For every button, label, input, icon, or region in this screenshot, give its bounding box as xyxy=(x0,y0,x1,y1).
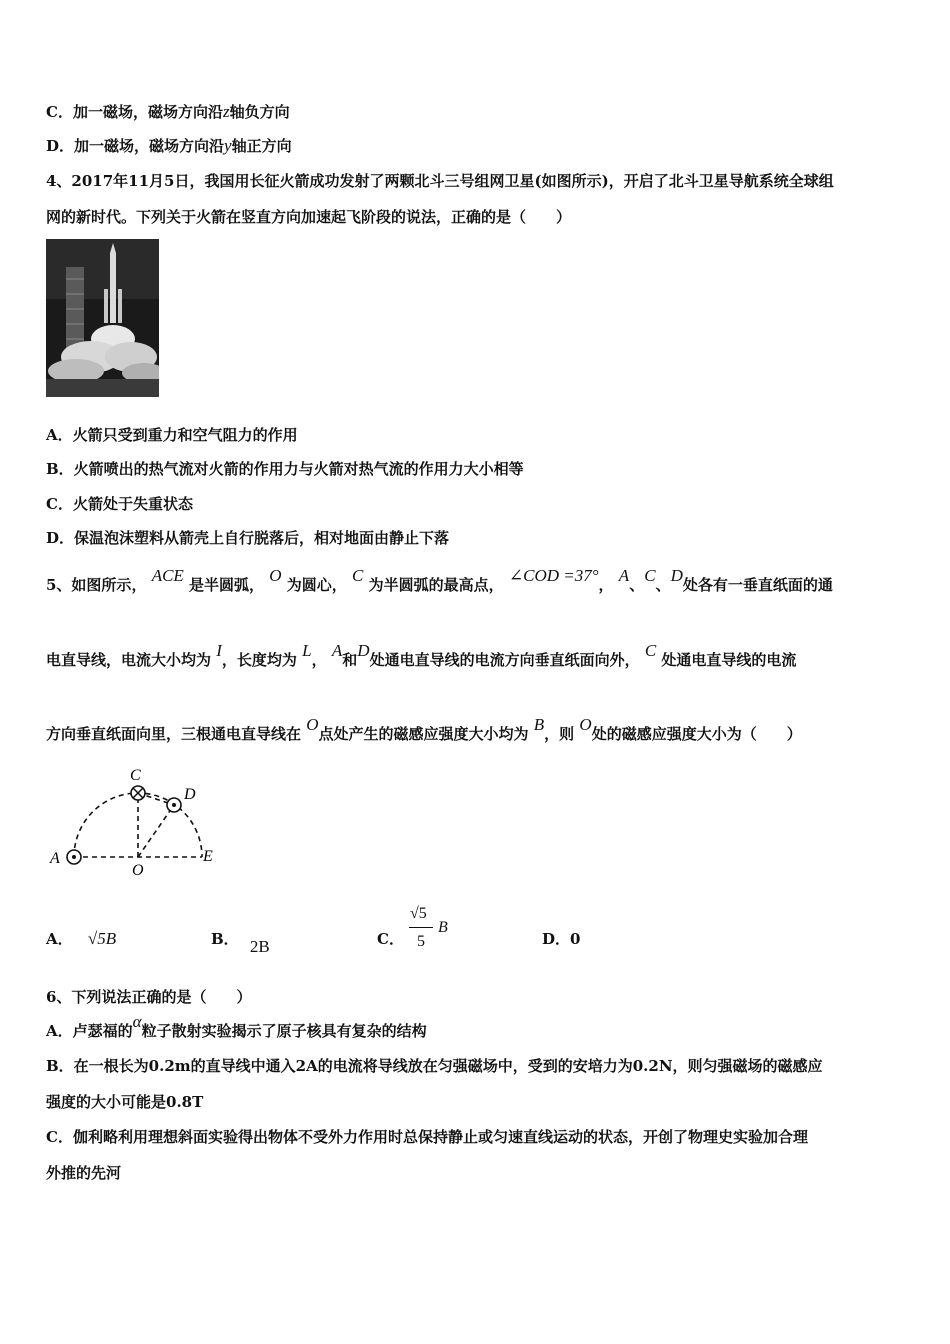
q3-option-c: C．加一磁场，磁场方向沿z轴负方向 xyxy=(46,102,290,121)
q4-option-d: D．保温泡沫塑料从箭壳上自行脱落后，相对地面由静止下落 xyxy=(46,529,450,547)
q6-option-a: A．卢瑟福的α粒子散射实验揭示了原子核具有复杂的结构 xyxy=(46,1012,427,1040)
q4-stem-line2: 网的新时代。下列关于火箭在竖直方向加速起飞阶段的说法，正确的是（ ） xyxy=(46,208,572,226)
wire-d-out-of-page xyxy=(167,798,181,812)
label-d: D xyxy=(184,786,196,803)
q5-option-a: A． √5B xyxy=(46,929,117,948)
q5-stem-line2: 电直导线，电流大小均为 I，长度均为 L， A和D处通电直导线的电流方向垂直纸面向外， C 处通电直导线的电流 xyxy=(46,641,797,669)
label-o: O xyxy=(132,862,144,879)
q4-option-c: C．火箭处于失重状态 xyxy=(46,495,193,513)
rocket-launch-photo xyxy=(46,239,159,397)
label-c: C xyxy=(130,767,141,784)
q6-option-b-line2: 强度的大小可能是0.8T xyxy=(46,1093,204,1111)
q4-option-b: B．火箭喷出的热气流对火箭的作用力与火箭对热气流的作用力大小相等 xyxy=(46,460,524,478)
q6-option-c-line1: C．伽利略利用理想斜面实验得出物体不受外力作用时总保持静止或匀速直线运动的状态，开创了物理史实验加合理 xyxy=(46,1128,808,1146)
semicircle-diagram xyxy=(44,765,234,880)
q4-option-a: A．火箭只受到重力和空气阻力的作用 xyxy=(46,426,298,444)
label-a: A xyxy=(50,850,60,867)
q5-option-c: C． xyxy=(377,930,404,948)
wire-a-out-of-page xyxy=(67,850,81,864)
q4-stem-line1: 4、2017年11月5日，我国用长征火箭成功发射了两颗北斗三号组网卫星(如图所示)，开启了北斗卫星导航系统全球组 xyxy=(46,172,834,190)
q5-option-d: D．0 xyxy=(542,930,581,948)
q6-option-b-line1: B．在一根长为0.2m的直导线中通入2A的电流将导线放在匀强磁场中，受到的安培力为0.2N，则匀强磁场的磁感应 xyxy=(46,1057,823,1075)
q5-option-b: B． 2B xyxy=(211,930,270,956)
q5-stem-line3: 方向垂直纸面向里，三根通电直导线在 O点处产生的磁感应强度大小均为 B，则 O处的磁感应强度大小为（ ） xyxy=(46,715,802,743)
wire-c-into-page xyxy=(131,786,145,800)
q5-stem-line1: 5、如图所示， ACE 是半圆弧， O 为圆心， C 为半圆弧的最高点， ∠COD =37°， A、C、D处各有一垂直纸面的通 xyxy=(46,566,833,594)
q6-option-c-line2: 外推的先河 xyxy=(46,1164,122,1182)
q6-stem: 6、下列说法正确的是（ ） xyxy=(46,988,252,1006)
label-e: E xyxy=(203,848,213,865)
q3-option-d: D．加一磁场，磁场方向沿y轴正方向 xyxy=(46,136,292,155)
